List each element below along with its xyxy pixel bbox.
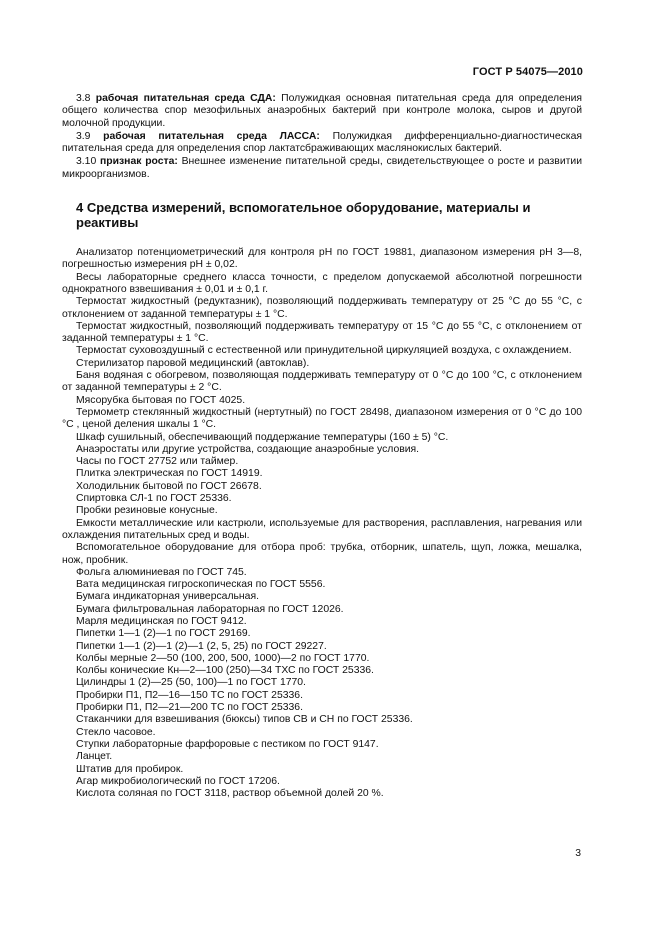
list-item: Стекло часовое. [76,726,156,738]
list-item: Бумага индикаторная универсальная. [76,591,259,603]
list-item: Штатив для пробирок. [76,763,184,775]
definition-term: рабочая питательная среда СДА: [95,93,276,104]
definition-term: рабочая питательная среда ЛАССА: [103,130,320,142]
list-item: Бумага фильтровальная лабораторная по ГОСТ 12026. [76,603,344,615]
list-item: Пробирки П1, П2—16—150 ТС по ГОСТ 25336. [76,689,303,701]
definition-number: 3.8 [76,93,91,104]
list-item: Пипетки 1—1 (2)—1 по ГОСТ 29169. [76,628,251,640]
list-item: Стаканчики для взвешивания (бюксы) типов СВ и СН по ГОСТ 25336. [76,714,413,726]
list-item: Стерилизатор паровой медицинский (автоклав). [76,357,310,369]
list-item: Колбы конические Кн—2—100 (250)—34 ТХС по ГОСТ 25336. [76,665,374,677]
list-item: Термостат суховоздушный с естественной или принудительной циркуляцией воздуха, с охлаждением. [76,345,572,357]
list-item: Ступки лабораторные фарфоровые с пестиком по ГОСТ 9147. [76,738,379,750]
definition-text: Полужидкая дифференциально-диагностическая питательная среда для определения спор лактатсбраживающих маслянокислых бактерий. [62,130,582,155]
list-item: Термостат жидкостный, позволяющий поддерживать температуру от 15 °С до 55 °С, с отклонением от заданной температуры ± 1 °С. [62,320,582,345]
list-item: Термометр стеклянный жидкостный (нертутный) по ГОСТ 28498, диапазоном измерения от 0 °С до 100 °С , ценой деления шкалы 1 °С. [62,406,582,431]
page-number: 3 [575,848,581,859]
list-item: Анаэростаты или другие устройства, создающие анаэробные условия. [76,443,420,455]
list-item: Баня водяная с обогревом, позволяющая поддерживать температуру от 0 °С до 100 °С, с отклонением от заданной температуры ± 2 °С. [62,370,582,394]
definition-text: Внешнее изменение питательной среды, свидетельствующее о росте и развитии микроорганизмов. [62,156,582,180]
list-item: Марля медицинская по ГОСТ 9412. [76,615,247,627]
definition-3-9 [62,131,582,156]
definition-text: Полужидкая основная питательная среда для определения общего количества спор мезофильных анаэробных бактерий при контроле молока, сыров и другой молочной продукции. [62,93,583,129]
list-item: Пипетки 1—1 (2)—1 (2)—1 (2, 5, 25) по ГОСТ 29227. [76,640,327,652]
definition-3-10 [62,156,582,181]
list-item: Пробирки П1, П2—21—200 ТС по ГОСТ 25336. [76,702,303,714]
list-item: Вата медицинская гигроскопическая по ГОСТ 5556. [76,579,326,591]
list-item: Ланцет. [76,751,113,763]
list-item: Мясорубка бытовая по ГОСТ 4025. [76,394,246,406]
definition-3-8 [62,93,582,130]
list-item: Колбы мерные 2—50 (100, 200, 500, 1000)—2 по ГОСТ 1770. [76,652,370,664]
list-item: Плитка электрическая по ГОСТ 14919. [76,468,263,480]
equipment-list [62,247,582,800]
list-item: Часы по ГОСТ 27752 или таймер. [76,456,239,468]
list-item: Фольга алюминиевая по ГОСТ 745. [76,566,247,578]
list-item: Цилиндры 1 (2)—25 (50, 100)—1 по ГОСТ 1770. [76,677,306,689]
list-item: Холодильник бытовой по ГОСТ 26678. [76,480,262,492]
list-item: Кислота соляная по ГОСТ 3118, раствор объемной долей 20 %. [76,788,384,800]
list-item: Пробки резиновые конусные. [76,505,218,517]
list-item: Термостат жидкостный (редуктазник), позволяющий поддерживать температуру от 25 °С до 55 °С, с отклонением от заданной температуры ± 1 °С. [62,296,582,320]
section-title: 4 Средства измерений, вспомогательное оборудование, материалы и реактивы [76,200,531,231]
document-code: ГОСТ Р 54075—2010 [472,66,583,78]
definition-number: 3.10 [76,156,97,168]
list-item: Емкости металлические или кастрюли, используемые для растворения, расплавления, нагревания или охлаждения питательных сред и воды. [62,517,582,541]
list-item: Шкаф сушильный, обеспечивающий поддержание температуры (160 ± 5) °С. [76,431,449,443]
list-item: Весы лабораторные среднего класса точности, с пределом допускаемой абсолютной погрешности однократного взвешивания ± 0,01 и ± 0,1 г. [62,271,582,295]
definition-number: 3.9 [76,130,91,142]
list-item: Вспомогательное оборудование для отбора проб: трубка, отборник, шпатель, щуп, ложка, мешалка, нож, пробник. [62,542,582,566]
list-item: Анализатор потенциометрический для контроля pH по ГОСТ 19881, диапазоном измерения pH 3—8, погрешностью измерения pH ± 0,02. [62,247,582,271]
list-item: Агар микробиологический по ГОСТ 17206. [76,775,280,787]
definition-term: признак роста: [100,156,178,168]
page-content [62,93,582,800]
list-item: Спиртовка СЛ-1 по ГОСТ 25336. [76,493,232,505]
